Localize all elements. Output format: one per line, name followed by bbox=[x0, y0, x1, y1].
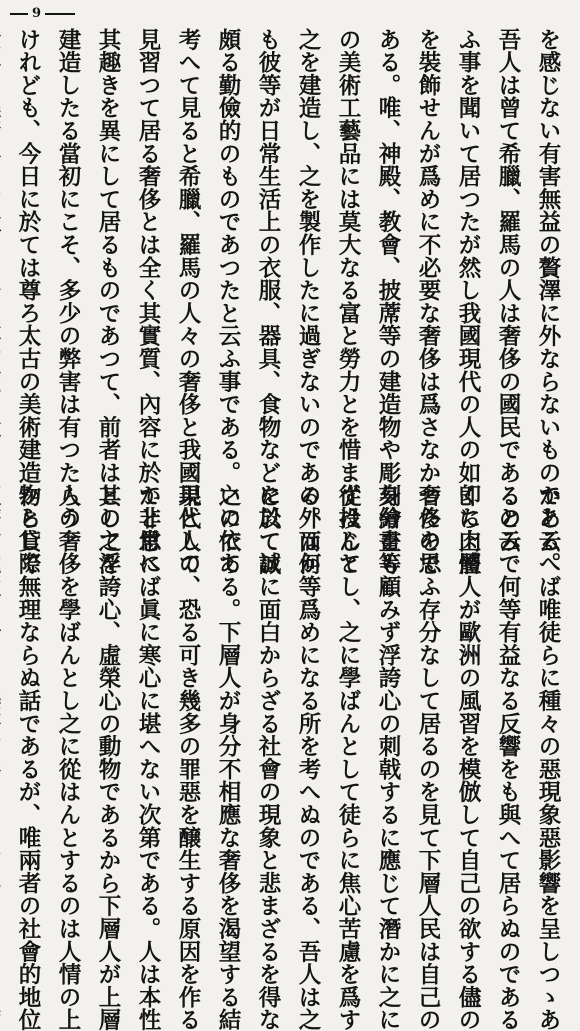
text-line: 從はんとし、之に學ばんとして徒らに焦心苦慮を爲す bbox=[335, 484, 361, 1031]
text-line: を以て誠に面白からざる社會の現象と悲まざるを得な bbox=[255, 484, 281, 1031]
text-line: 建造したる當初にこそ、多少の弊害は有つたらう bbox=[55, 28, 81, 530]
text-line: から貸際無理ならぬ話であるが、唯兩者の社會的地位 bbox=[15, 484, 41, 1031]
text-line: を感じない有害無益の贅澤に外ならないものである。 bbox=[535, 28, 561, 576]
text-line: の美術工藝品には莫大なる富と勞力とを惜まず投じて bbox=[335, 28, 361, 576]
text-line: 見習つて居る奢侈とは全く其實質、內容に於て非常に bbox=[135, 28, 161, 576]
text-line: 考へて見ると希臘、羅馬の人々の奢侈と我國現代人の bbox=[175, 28, 201, 576]
text-line: けれども、今日に於ては尊ろ太古の美術建造物として bbox=[15, 28, 41, 576]
text-line: として浮誇心、虛榮心の動物であるから下層人が上層 bbox=[95, 484, 121, 1031]
text-line: 卽ち上層人が歐洲の風習を模倣して自己の欲する儘の bbox=[455, 484, 481, 1031]
text-line: かと思へば眞に寒心に堪へない次第である。人は本性 bbox=[135, 484, 161, 1031]
page-number-rule-right bbox=[45, 13, 75, 15]
text-line: を裝飾せんが爲めに不必要な奢侈は爲さなかつたので bbox=[415, 28, 441, 576]
text-line: ふ事を聞いて居つたが然し我國現代の人の如くに肉體 bbox=[455, 28, 481, 576]
text-line: 果として、恐る可き幾多の罪惡を醸生する原因を作る bbox=[175, 484, 201, 1031]
text-line: 頗る勤儉的のものであつたと云ふ事である。之に依て bbox=[215, 28, 241, 576]
text-line bbox=[0, 484, 8, 924]
text-line bbox=[0, 28, 8, 446]
upper-text-block bbox=[15, 28, 568, 576]
text-line: かと云へば唯徒らに種々の惡現象惡影響を呈しつゝあ bbox=[535, 484, 561, 1031]
text-line: 身分をも顧みず浮誇心の刺戟するに應じて潛かに之に bbox=[375, 484, 401, 1031]
text-line: 奢侈を思ふ存分なして居るのを見て下層人民は自己の bbox=[415, 484, 441, 1031]
text-line: 其趣きを異にして居るものであつて、前者は其の之を bbox=[95, 28, 121, 576]
text-line: るのみで何等有益なる反響をも與へて居らぬのである bbox=[495, 484, 521, 1031]
text-line: いのである。下層人が身分不相應な奢侈を渴望する結 bbox=[215, 484, 241, 1031]
page-number-rule-left bbox=[10, 13, 28, 15]
page-number-text: 9 bbox=[32, 6, 42, 21]
text-line: も彼等が日常生活上の衣服、器具、食物などに於ては bbox=[255, 28, 281, 576]
page-number bbox=[10, 6, 75, 21]
text-line: ある。唯、神殿、教會、披蓆等の建造物や彫刻繪畫等 bbox=[375, 28, 401, 576]
text-line: 吾人は曾て希臘、羅馬の人は奢侈の國民であると云 bbox=[495, 28, 521, 553]
text-line: 人の奢侈を學ばんとし之に從はんとするのは人情の上 bbox=[55, 484, 81, 1031]
lower-text-block bbox=[15, 484, 568, 1031]
text-line: の外は何等爲めになる所を考へぬのである、吾人は之 bbox=[295, 484, 321, 1031]
text-line: 之を建造し、之を製作したに過ぎないのである。而か bbox=[295, 28, 321, 576]
